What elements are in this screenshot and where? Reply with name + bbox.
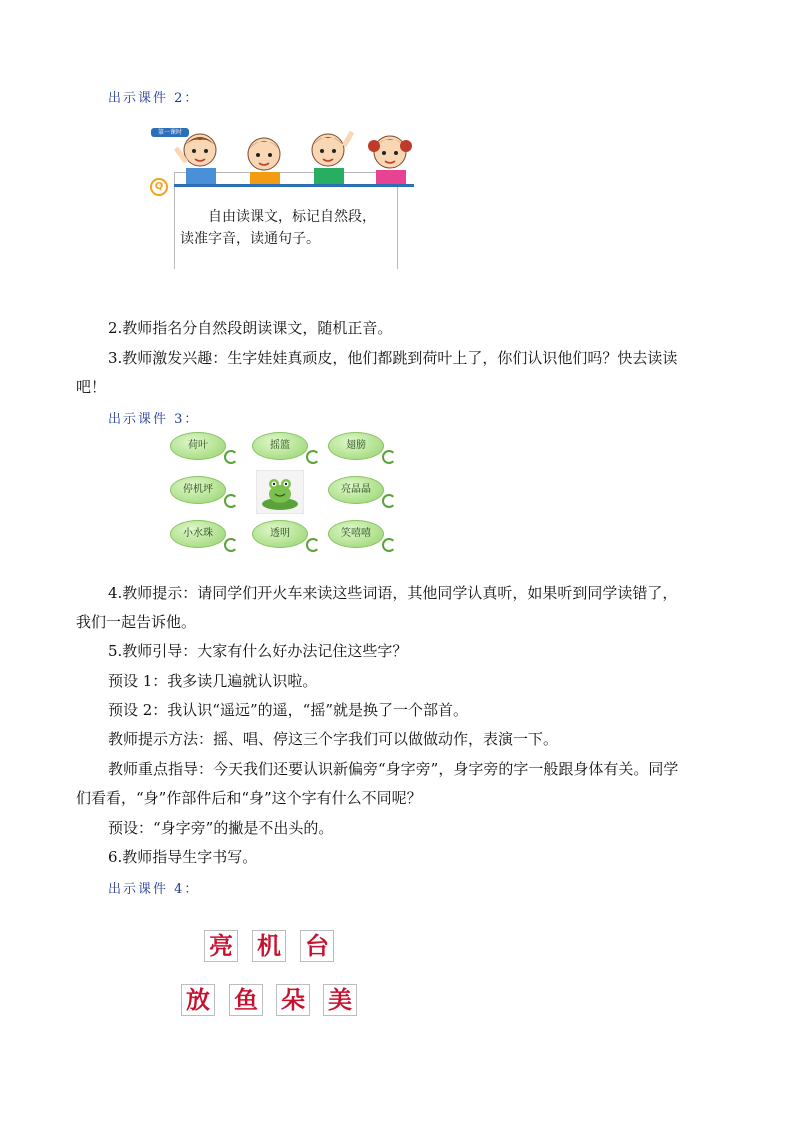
swirl-decoration [224,494,238,508]
word-leaf: 透明 [252,520,308,548]
focus-line-2: 们看看，“身”作部件后和“身”这个字有什么不同呢？ [76,789,422,807]
character-box: 鱼 [229,984,263,1016]
character-box: 台 [300,930,334,962]
paragraph-3-line-2: 吧！ [76,378,107,396]
word-leaf: 翅膀 [328,432,384,460]
swirl-decoration [306,450,320,464]
reading-children-illustration [168,128,418,190]
paragraph-4-line-1: 4.教师提示：请同学们开火车来读这些词语，其他同学认真听，如果听到同学读错了， [108,584,678,602]
slide-2-image [150,128,412,268]
character-box: 亮 [204,930,238,962]
preset-2: 预设 2：我认识“遥远”的遥，“摇”就是换了一个部首。 [108,701,468,719]
paragraph-3-line-1: 3.教师激发兴趣：生字娃娃真顽皮，他们都跳到荷叶上了，你们认识他们吗？快去读读 [108,349,678,367]
lesson-tab: 第一课时 [151,128,189,137]
slide-2-text-line-1: 自由读课文，标记自然段， [208,209,376,225]
preset-3: 预设：“身字旁”的撇是不出头的。 [108,819,334,837]
courseware-label-4: 出示课件 4： [108,882,200,897]
word-leaf: 笑嘻嘻 [328,520,384,548]
slide-3-image [166,430,412,558]
paragraph-6: 6.教师指导生字书写。 [108,848,258,866]
word-leaf: 停机坪 [170,476,226,504]
courseware-label-3: 出示课件 3： [108,412,200,427]
word-leaf: 小水珠 [170,520,226,548]
teacher-method: 教师提示方法：摇、唱、停这三个字我们可以做做动作，表演一下。 [108,730,559,748]
slide-2-text-line-2: 读准字音，读通句子。 [180,231,320,247]
preset-1: 预设 1：我多读几遍就认识啦。 [108,672,318,690]
character-box: 美 [323,984,357,1016]
word-leaf: 亮晶晶 [328,476,384,504]
focus-line-1: 教师重点指导：今天我们还要认识新偏旁“身字旁”，身字旁的字一般跟身体有关。同学 [108,760,679,778]
paragraph-4-line-2: 我们一起告诉他。 [76,613,197,631]
character-box: 放 [181,984,215,1016]
swirl-decoration [382,450,396,464]
word-leaf: 荷叶 [170,432,226,460]
character-box: 机 [252,930,286,962]
swirl-decoration [224,538,238,552]
swirl-decoration [382,538,396,552]
paragraph-5: 5.教师引导：大家有什么好办法记住这些字？ [108,642,408,660]
courseware-label-2: 出示课件 2： [108,91,200,106]
word-leaf: 摇篮 [252,432,308,460]
question-icon: Q [150,178,168,196]
swirl-decoration [306,538,320,552]
swirl-decoration [224,450,238,464]
swirl-decoration [382,494,396,508]
paragraph-2: 2.教师指名分自然段朗读课文，随机正音。 [108,319,393,337]
frog-icon [256,470,304,514]
character-box: 朵 [276,984,310,1016]
